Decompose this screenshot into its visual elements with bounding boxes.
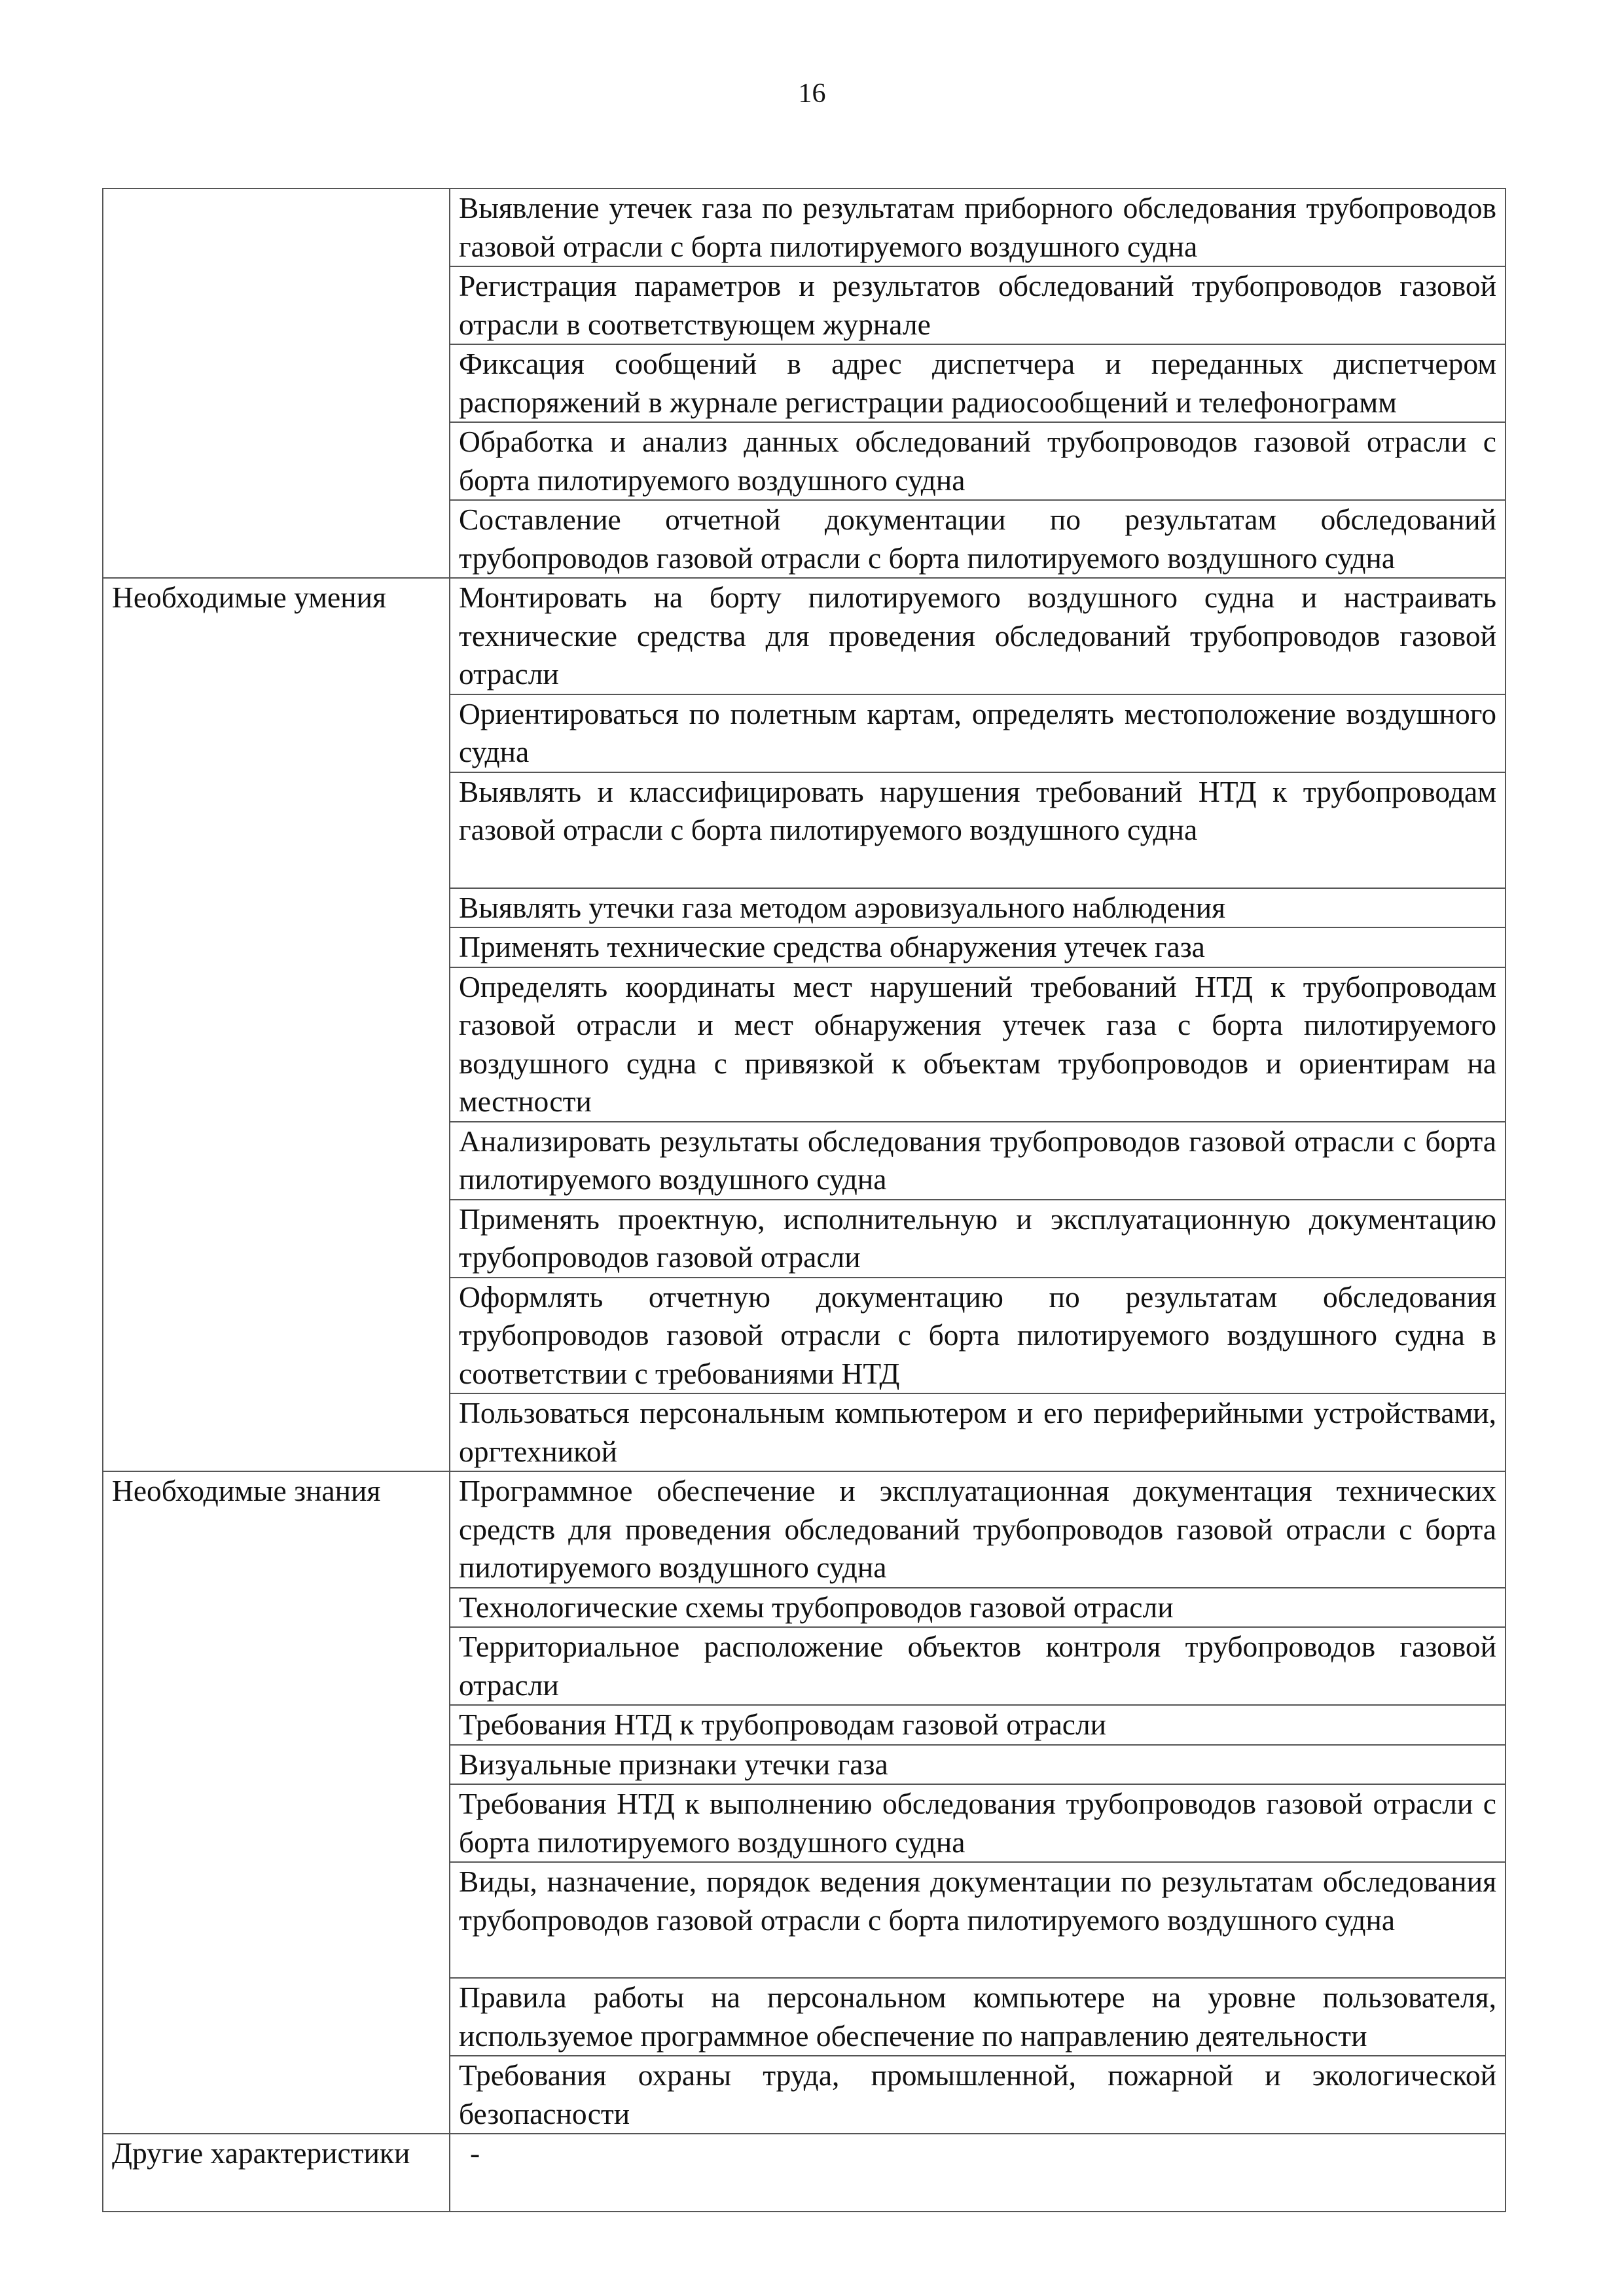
table-row bbox=[103, 1471, 1506, 1588]
skill-cell: Ориентироваться по полетным картам, определять местоположение воздушного судна bbox=[450, 694, 1506, 772]
page-number: 16 bbox=[798, 79, 826, 109]
other-label: Другие характеристики bbox=[103, 2134, 450, 2212]
action-cell: Регистрация параметров и результатов обследований трубопроводов газовой отрасли в соответствующем журнале bbox=[450, 266, 1506, 344]
action-cell: Выявление утечек газа по результатам приборного обследования трубопроводов газовой отрасли с борта пилотируемого воздушного судна bbox=[450, 188, 1506, 266]
knowledge-cell: Виды, назначение, порядок ведения документации по результатам обследования трубопроводов газовой отрасли с борта пилотируемого воздушного судна bbox=[450, 1862, 1506, 1978]
table-row bbox=[103, 188, 1506, 266]
knowledge-cell: Требования НТД к трубопроводам газовой отрасли bbox=[450, 1705, 1506, 1745]
knowledge-label: Необходимые знания bbox=[103, 1471, 450, 2134]
other-value: - bbox=[450, 2134, 1506, 2212]
skill-cell: Монтировать на борту пилотируемого воздушного судна и настраивать технические средства для проведения обследований трубопроводов газовой отрасли bbox=[450, 578, 1506, 694]
competency-table bbox=[102, 188, 1506, 2212]
knowledge-cell: Территориальное расположение объектов контроля трубопроводов газовой отрасли bbox=[450, 1627, 1506, 1705]
action-cell: Составление отчетной документации по результатам обследований трубопроводов газовой отрасли с борта пилотируемого воздушного судна bbox=[450, 500, 1506, 578]
action-cell: Обработка и анализ данных обследований трубопроводов газовой отрасли с борта пилотируемого воздушного судна bbox=[450, 422, 1506, 500]
skill-cell: Применять технические средства обнаружения утечек газа bbox=[450, 927, 1506, 967]
knowledge-cell: Технологические схемы трубопроводов газовой отрасли bbox=[450, 1588, 1506, 1628]
table-row bbox=[103, 2134, 1506, 2212]
skill-cell: Анализировать результаты обследования трубопроводов газовой отрасли с борта пилотируемого воздушного судна bbox=[450, 1122, 1506, 1200]
skills-label: Необходимые умения bbox=[103, 578, 450, 1471]
knowledge-cell: Правила работы на персональном компьютере на уровне пользователя, используемое программное обеспечение по направлению деятельности bbox=[450, 1978, 1506, 2056]
skill-cell: Определять координаты мест нарушений требований НТД к трубопроводам газовой отрасли и мест обнаружения утечек газа с борта пилотируемого воздушного судна с привязкой к объектам трубопроводов и ориентирам на местности bbox=[450, 967, 1506, 1122]
skill-cell: Пользоваться персональным компьютером и его периферийными устройствами, оргтехникой bbox=[450, 1393, 1506, 1471]
knowledge-cell: Визуальные признаки утечки газа bbox=[450, 1745, 1506, 1785]
actions-label-cell bbox=[103, 188, 450, 578]
skill-cell: Применять проектную, исполнительную и эксплуатационную документацию трубопроводов газовой отрасли bbox=[450, 1200, 1506, 1278]
knowledge-cell: Программное обеспечение и эксплуатационная документация технических средств для проведения обследований трубопроводов газовой отрасли с борта пилотируемого воздушного судна bbox=[450, 1471, 1506, 1588]
table-row bbox=[103, 578, 1506, 694]
skill-cell: Выявлять и классифицировать нарушения требований НТД к трубопроводам газовой отрасли с борта пилотируемого воздушного судна bbox=[450, 772, 1506, 888]
knowledge-cell: Требования охраны труда, промышленной, пожарной и экологической безопасности bbox=[450, 2056, 1506, 2134]
knowledge-cell: Требования НТД к выполнению обследования трубопроводов газовой отрасли с борта пилотируемого воздушного судна bbox=[450, 1784, 1506, 1862]
skill-cell: Выявлять утечки газа методом аэровизуального наблюдения bbox=[450, 888, 1506, 928]
action-cell: Фиксация сообщений в адрес диспетчера и переданных диспетчером распоряжений в журнале регистрации радиосообщений и телефонограмм bbox=[450, 344, 1506, 422]
skill-cell: Оформлять отчетную документацию по результатам обследования трубопроводов газовой отрасли с борта пилотируемого воздушного судна в соответствии с требованиями НТД bbox=[450, 1278, 1506, 1394]
